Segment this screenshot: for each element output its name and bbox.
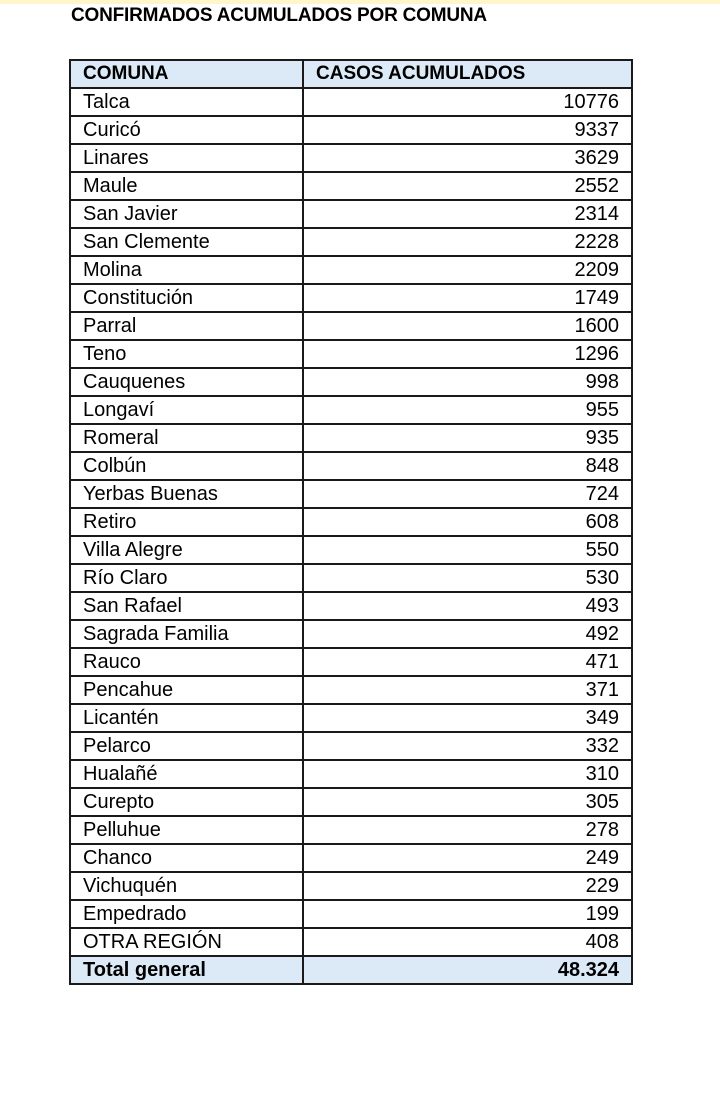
- casos-cell: 1749: [303, 284, 632, 312]
- table-row: [70, 424, 632, 452]
- casos-cell: 998: [303, 368, 632, 396]
- comuna-cell: Curicó: [70, 116, 303, 144]
- table-row: [70, 480, 632, 508]
- casos-cell: 848: [303, 452, 632, 480]
- table-row: [70, 844, 632, 872]
- table-row: [70, 508, 632, 536]
- table-row: [70, 900, 632, 928]
- table-row: [70, 312, 632, 340]
- casos-cell: 199: [303, 900, 632, 928]
- comuna-cell: Constitución: [70, 284, 303, 312]
- comuna-cell: San Clemente: [70, 228, 303, 256]
- column-header-comuna: COMUNA: [70, 60, 303, 88]
- comuna-cell: Longaví: [70, 396, 303, 424]
- comuna-cell: Chanco: [70, 844, 303, 872]
- casos-cell: 229: [303, 872, 632, 900]
- casos-cell: 1600: [303, 312, 632, 340]
- table-body: [70, 88, 632, 956]
- comuna-cell: Talca: [70, 88, 303, 116]
- table-row: [70, 536, 632, 564]
- comuna-cell: Cauquenes: [70, 368, 303, 396]
- table-row: [70, 648, 632, 676]
- top-highlight-strip: [0, 0, 720, 4]
- casos-cell: 530: [303, 564, 632, 592]
- comuna-cell: Maule: [70, 172, 303, 200]
- comuna-cell: Romeral: [70, 424, 303, 452]
- table-row: [70, 788, 632, 816]
- casos-cell: 371: [303, 676, 632, 704]
- table-row: [70, 564, 632, 592]
- casos-cell: 310: [303, 760, 632, 788]
- comuna-cell: Hualañé: [70, 760, 303, 788]
- comuna-cell: Teno: [70, 340, 303, 368]
- comuna-cell: Pencahue: [70, 676, 303, 704]
- casos-cell: 305: [303, 788, 632, 816]
- table-row: [70, 256, 632, 284]
- total-label: Total general: [70, 956, 303, 984]
- total-value: 48.324: [303, 956, 632, 984]
- comuna-cell: Villa Alegre: [70, 536, 303, 564]
- casos-cell: 10776: [303, 88, 632, 116]
- table-row: [70, 284, 632, 312]
- casos-cell: 608: [303, 508, 632, 536]
- comuna-cell: Vichuquén: [70, 872, 303, 900]
- casos-cell: 2228: [303, 228, 632, 256]
- table-row: [70, 340, 632, 368]
- comuna-cell: Pelarco: [70, 732, 303, 760]
- casos-cell: 724: [303, 480, 632, 508]
- comuna-cell: Empedrado: [70, 900, 303, 928]
- page-title: CONFIRMADOS ACUMULADOS POR COMUNA: [71, 5, 487, 26]
- table-row: [70, 676, 632, 704]
- table-row: [70, 200, 632, 228]
- cases-table: [69, 59, 633, 985]
- comuna-cell: Licantén: [70, 704, 303, 732]
- table-row: [70, 872, 632, 900]
- casos-cell: 408: [303, 928, 632, 956]
- casos-cell: 471: [303, 648, 632, 676]
- comuna-cell: Sagrada Familia: [70, 620, 303, 648]
- casos-cell: 492: [303, 620, 632, 648]
- column-header-casos: CASOS ACUMULADOS: [303, 60, 632, 88]
- comuna-cell: Río Claro: [70, 564, 303, 592]
- table-row: [70, 760, 632, 788]
- comuna-cell: Parral: [70, 312, 303, 340]
- table-row: [70, 172, 632, 200]
- casos-cell: 935: [303, 424, 632, 452]
- table-row: [70, 144, 632, 172]
- comuna-cell: OTRA REGIÓN: [70, 928, 303, 956]
- comuna-cell: Molina: [70, 256, 303, 284]
- comuna-cell: Pelluhue: [70, 816, 303, 844]
- casos-cell: 2209: [303, 256, 632, 284]
- casos-cell: 493: [303, 592, 632, 620]
- comuna-cell: Rauco: [70, 648, 303, 676]
- casos-cell: 278: [303, 816, 632, 844]
- comuna-cell: San Rafael: [70, 592, 303, 620]
- table-row: [70, 592, 632, 620]
- table-row: [70, 228, 632, 256]
- total-row: [70, 956, 632, 984]
- casos-cell: 1296: [303, 340, 632, 368]
- comuna-cell: Curepto: [70, 788, 303, 816]
- casos-cell: 955: [303, 396, 632, 424]
- table-row: [70, 116, 632, 144]
- casos-cell: 550: [303, 536, 632, 564]
- comuna-cell: Linares: [70, 144, 303, 172]
- comuna-cell: Yerbas Buenas: [70, 480, 303, 508]
- casos-cell: 2552: [303, 172, 632, 200]
- table-row: [70, 452, 632, 480]
- table-row: [70, 396, 632, 424]
- casos-cell: 332: [303, 732, 632, 760]
- comuna-cell: Retiro: [70, 508, 303, 536]
- table-header-row: [70, 60, 632, 88]
- table-row: [70, 88, 632, 116]
- casos-cell: 3629: [303, 144, 632, 172]
- casos-cell: 249: [303, 844, 632, 872]
- table-row: [70, 732, 632, 760]
- casos-cell: 9337: [303, 116, 632, 144]
- comuna-cell: San Javier: [70, 200, 303, 228]
- casos-cell: 2314: [303, 200, 632, 228]
- table-row: [70, 368, 632, 396]
- table-row: [70, 704, 632, 732]
- table-row: [70, 620, 632, 648]
- comuna-cell: Colbún: [70, 452, 303, 480]
- table-row: [70, 928, 632, 956]
- table-row: [70, 816, 632, 844]
- casos-cell: 349: [303, 704, 632, 732]
